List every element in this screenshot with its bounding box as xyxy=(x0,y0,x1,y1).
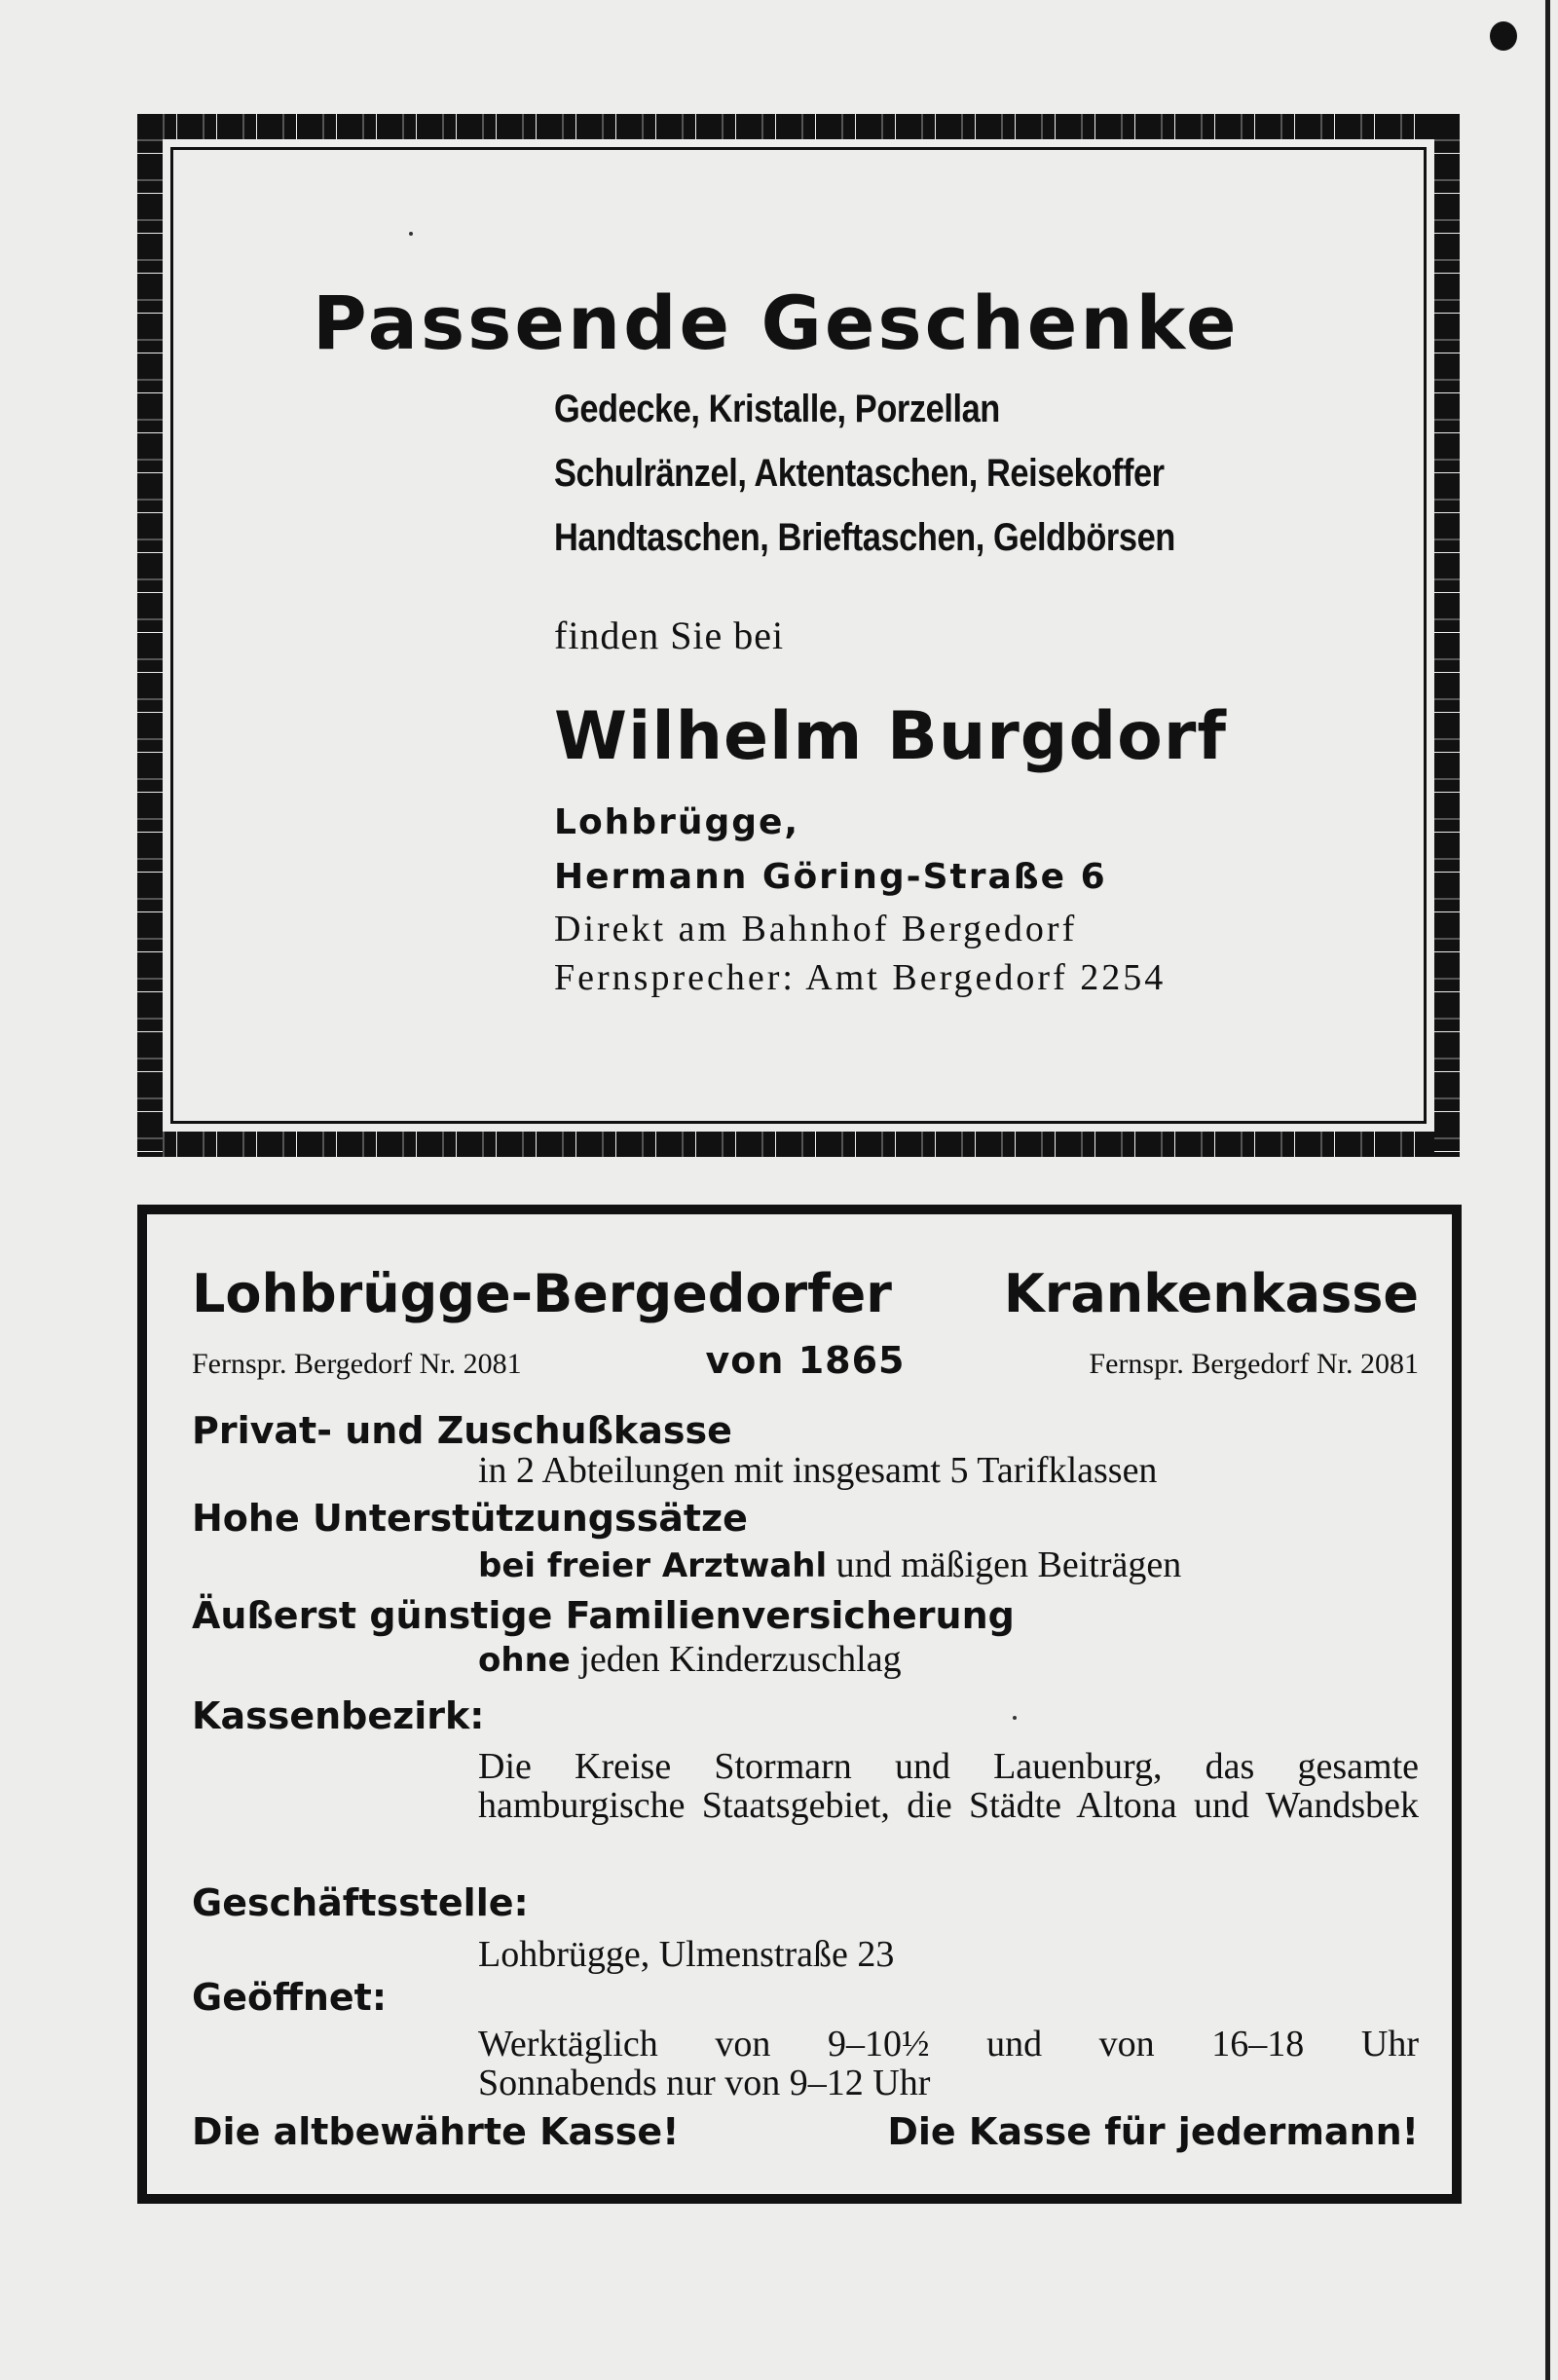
location-note: Direkt am Bahnhof Bergedorf xyxy=(554,909,1078,949)
section-text: Werktäglich von 9–10½ und von 16–18 Uhr xyxy=(478,2024,1419,2064)
shop-name: Wilhelm Burgdorf xyxy=(554,698,1227,775)
shop-contact xyxy=(554,905,1166,1002)
slogan-row xyxy=(192,2110,1419,2153)
section-text-bold: ohne xyxy=(478,1641,571,1680)
section-text-rest: und mäßigen Beiträgen xyxy=(835,1544,1182,1585)
decorative-border-left xyxy=(137,114,163,1157)
gift-advertisement xyxy=(137,114,1460,1157)
address-line: Hermann Göring-Straße 6 xyxy=(554,857,1107,897)
section-heading: Äußerst günstige Familienversicherung xyxy=(192,1594,1015,1637)
product-list xyxy=(554,377,1175,570)
slogan-right: Die Kasse für jedermann! xyxy=(887,2110,1419,2153)
section-heading: Privat- und Zuschußkasse xyxy=(192,1409,732,1452)
address-line: Lohbrügge, xyxy=(554,802,800,842)
shop-address xyxy=(554,796,1107,905)
section-text: in 2 Abteilungen mit insgesamt 5 Tarifklassen xyxy=(478,1450,1158,1491)
section-heading: Kassenbezirk: xyxy=(192,1694,485,1737)
section-text-rest: jeden Kinderzuschlag xyxy=(579,1639,902,1680)
decorative-border-right xyxy=(1434,114,1460,1157)
section-heading: Geöffnet: xyxy=(192,1976,388,2019)
find-text: finden Sie bei xyxy=(554,614,785,657)
insurance-advertisement xyxy=(137,1205,1462,2204)
phone-left: Fernspr. Bergedorf Nr. 2081 xyxy=(192,1348,522,1380)
phone-right: Fernspr. Bergedorf Nr. 2081 xyxy=(1089,1348,1419,1380)
section-text: Lohbrügge, Ulmenstraße 23 xyxy=(478,1934,895,1975)
ink-blot xyxy=(1490,21,1517,51)
decorative-border-top xyxy=(137,114,1460,139)
section-heading: Hohe Unterstützungssätze xyxy=(192,1497,748,1540)
product-line: Schulränzel, Aktentaschen, Reisekoffer xyxy=(554,452,1165,495)
section-text: Sonnabends nur von 9–12 Uhr xyxy=(478,2063,931,2103)
section-text xyxy=(478,1545,1419,1585)
page-edge xyxy=(1545,0,1550,2380)
section-text: Die Kreise Stormarn und Lauenburg, das gesamte hamburgische Staatsgebiet, die Städte Altona und Wandsbek xyxy=(478,1746,1419,1826)
subtitle-row xyxy=(192,1339,1419,1382)
title-right: Krankenkasse xyxy=(1003,1263,1419,1324)
section-heading: Geschäftsstelle: xyxy=(192,1881,529,1924)
insurer-title xyxy=(192,1263,1419,1324)
founded-year: von 1865 xyxy=(705,1339,906,1382)
ad-headline: Passende Geschenke xyxy=(313,279,1240,366)
title-left: Lohbrügge-Bergedorfer xyxy=(192,1263,892,1324)
slogan-left: Die altbewährte Kasse! xyxy=(192,2110,680,2153)
product-line: Gedecke, Kristalle, Porzellan xyxy=(554,388,1000,430)
phone-number: Fernsprecher: Amt Bergedorf 2254 xyxy=(554,957,1167,998)
decorative-border-bottom xyxy=(137,1132,1460,1157)
product-line: Handtaschen, Brieftaschen, Geldbörsen xyxy=(554,516,1175,559)
section-text-bold: bei freier Arztwahl xyxy=(478,1546,828,1585)
section-text xyxy=(478,1640,1419,1680)
